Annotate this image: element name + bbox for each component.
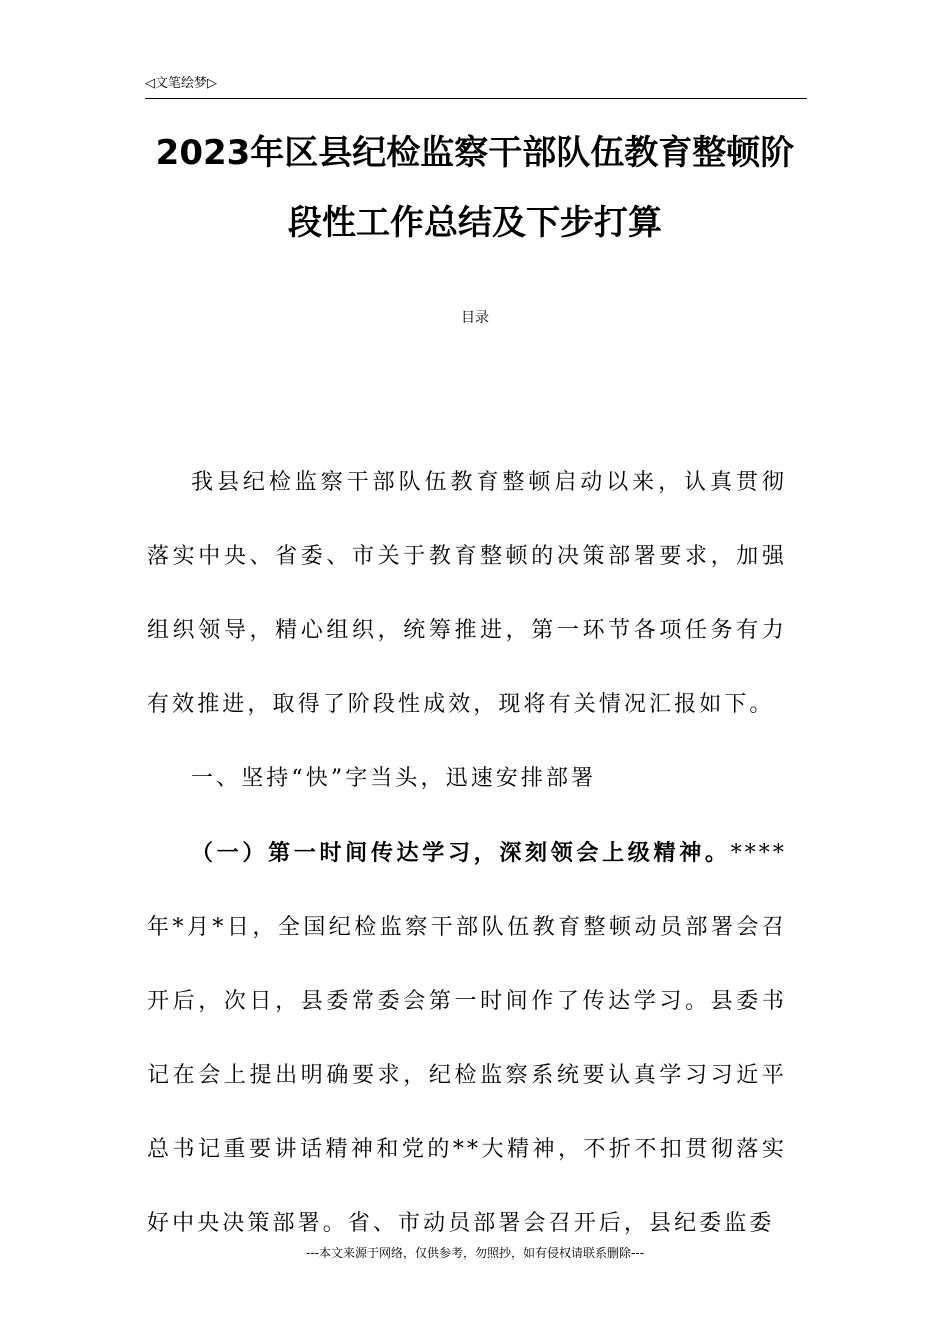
title-line-2: 段性工作总结及下步打算 — [288, 203, 662, 243]
title-line-1: 2023年区县纪检监察干部队伍教育整顿阶 — [155, 133, 795, 173]
section-heading: 一、坚持“快”字当头，迅速安排部署 — [191, 766, 597, 791]
subsection-body: ****年*月*日，全国纪检监察干部队伍教育整顿动员部署会召开后，次日，县委常委会第一时间作了传达学习。县委书记在会上提出明确要求，纪检监察系统要认真学习习近平总书记重要讲话精神和党的**大精神，不折不扣贯彻落实好中央决策部署。省、市动员部署会召开后，县纪委监委 — [147, 841, 787, 1236]
subsection-paragraph — [147, 816, 787, 1261]
page-header — [145, 74, 807, 99]
header-brand: ◁文笔绘梦▷ — [145, 76, 217, 91]
intro-paragraph: 我县纪检监察干部队伍教育整顿启动以来，认真贯彻落实中央、省委、市关于教育整顿的决策部署要求，加强组织领导，精心组织，统筹推进，第一环节各项任务有力有效推进，取得了阶段性成效，现将有关情况汇报如下。 — [147, 470, 787, 717]
page-footer: ---本文来源于网络，仅供参考，勿照抄，如有侵权请联系删除--- — [306, 1246, 644, 1260]
toc-label: 目录 — [461, 310, 489, 326]
subsection-heading: （一）第一时间传达学习，深刻领会上级精神。 — [191, 840, 731, 866]
document-body — [147, 446, 787, 1261]
